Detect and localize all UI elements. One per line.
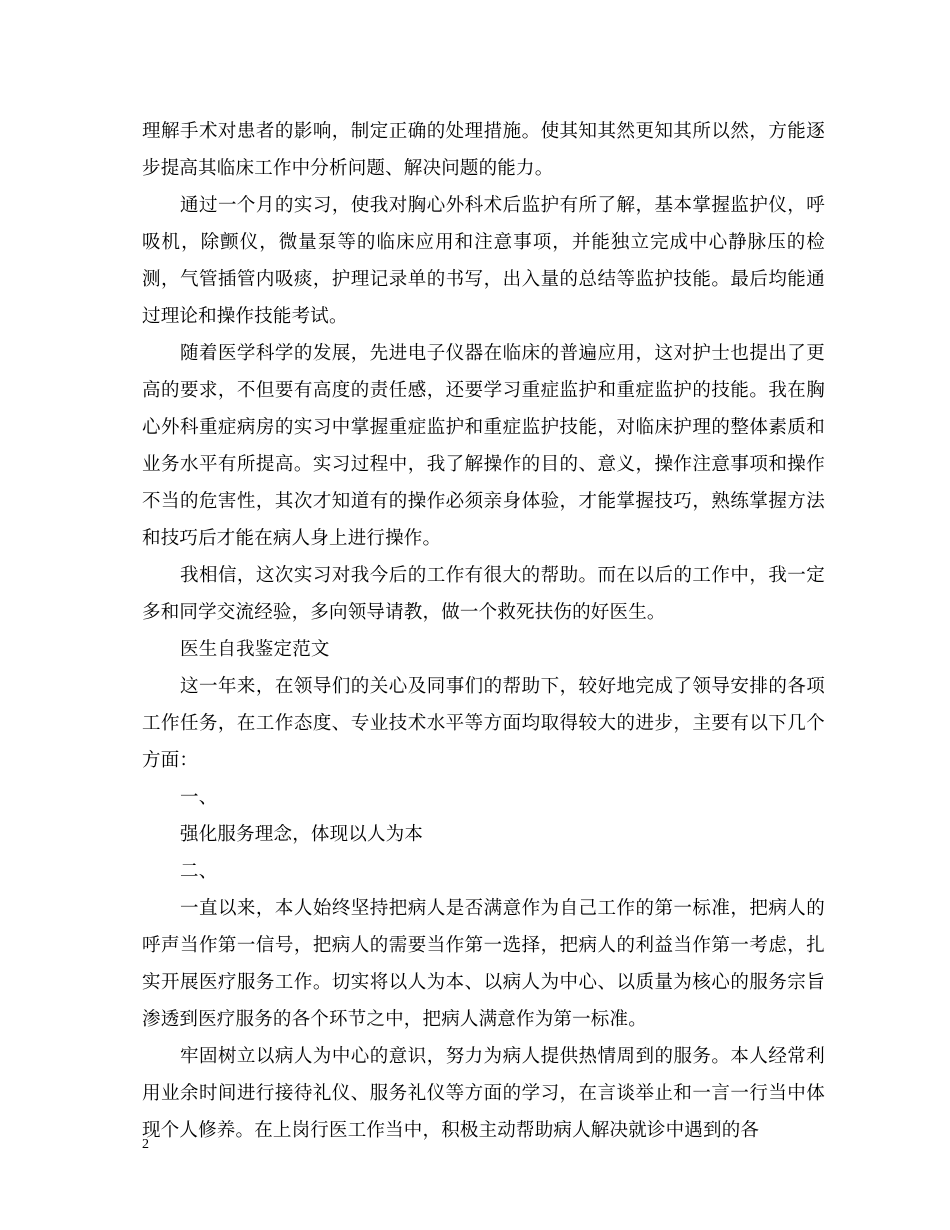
section-title: 医生自我鉴定范文 xyxy=(180,639,330,660)
list-marker-two: 二、 xyxy=(180,861,218,882)
paragraph-4: 我相信，这次实习对我今后的工作有很大的帮助。而在以后的工作中，我一定多和同学交流经验，多向领导请教，做一个救死扶伤的好医生。 xyxy=(142,565,825,623)
paragraph-2: 通过一个月的实习，使我对胸心外科术后监护有所了解，基本掌握监护仪，呼吸机，除颤仪，微量泵等的临床应用和注意事项，并能独立完成中心静脉压的检测，气管插管内吸痰，护理记录单的书写，出入量的总结等监护技能。最后均能通过理论和操作技能考试。 xyxy=(142,195,825,327)
page-number: 2 xyxy=(142,1137,149,1152)
list-marker-one: 一、 xyxy=(180,787,218,808)
paragraph-1: 理解手术对患者的影响，制定正确的处理措施。使其知其然更知其所以然，方能逐步提高其临床工作中分析问题、解决问题的能力。 xyxy=(142,121,825,179)
document-body xyxy=(142,113,825,1149)
paragraph-service: 一直以来，本人始终坚持把病人是否满意作为自己工作的第一标准，把病人的呼声当作第一信号，把病人的需要当作第一选择，把病人的利益当作第一考虑，扎实开展医疗服务工作。切实将以人为本、以病人为中心、以质量为核心的服务宗旨渗透到医疗服务的各个环节之中，把病人满意作为第一标准。 xyxy=(142,898,825,1030)
paragraph-intro: 这一年来，在领导们的关心及同事们的帮助下，较好地完成了领导安排的各项工作任务，在工作态度、专业技术水平等方面均取得较大的进步，主要有以下几个方面： xyxy=(142,676,825,771)
section-heading: 强化服务理念，体现以人为本 xyxy=(180,824,424,845)
paragraph-patient: 牢固树立以病人为中心的意识，努力为病人提供热情周到的服务。本人经常利用业余时间进行接待礼仪、服务礼仪等方面的学习，在言谈举止和一言一行当中体现个人修养。在上岗行医工作当中，积极主动帮助病人解决就诊中遇到的各 xyxy=(142,1046,825,1141)
paragraph-3: 随着医学科学的发展，先进电子仪器在临床的普遍应用，这对护士也提出了更高的要求，不但要有高度的责任感，还要学习重症监护和重症监护的技能。我在胸心外科重症病房的实习中掌握重症监护和重症监护技能，对临床护理的整体素质和业务水平有所提高。实习过程中，我了解操作的目的、意义，操作注意事项和操作不当的危害性，其次才知道有的操作必须亲身体验，才能掌握技巧，熟练掌握方法和技巧后才能在病人身上进行操作。 xyxy=(142,343,825,549)
